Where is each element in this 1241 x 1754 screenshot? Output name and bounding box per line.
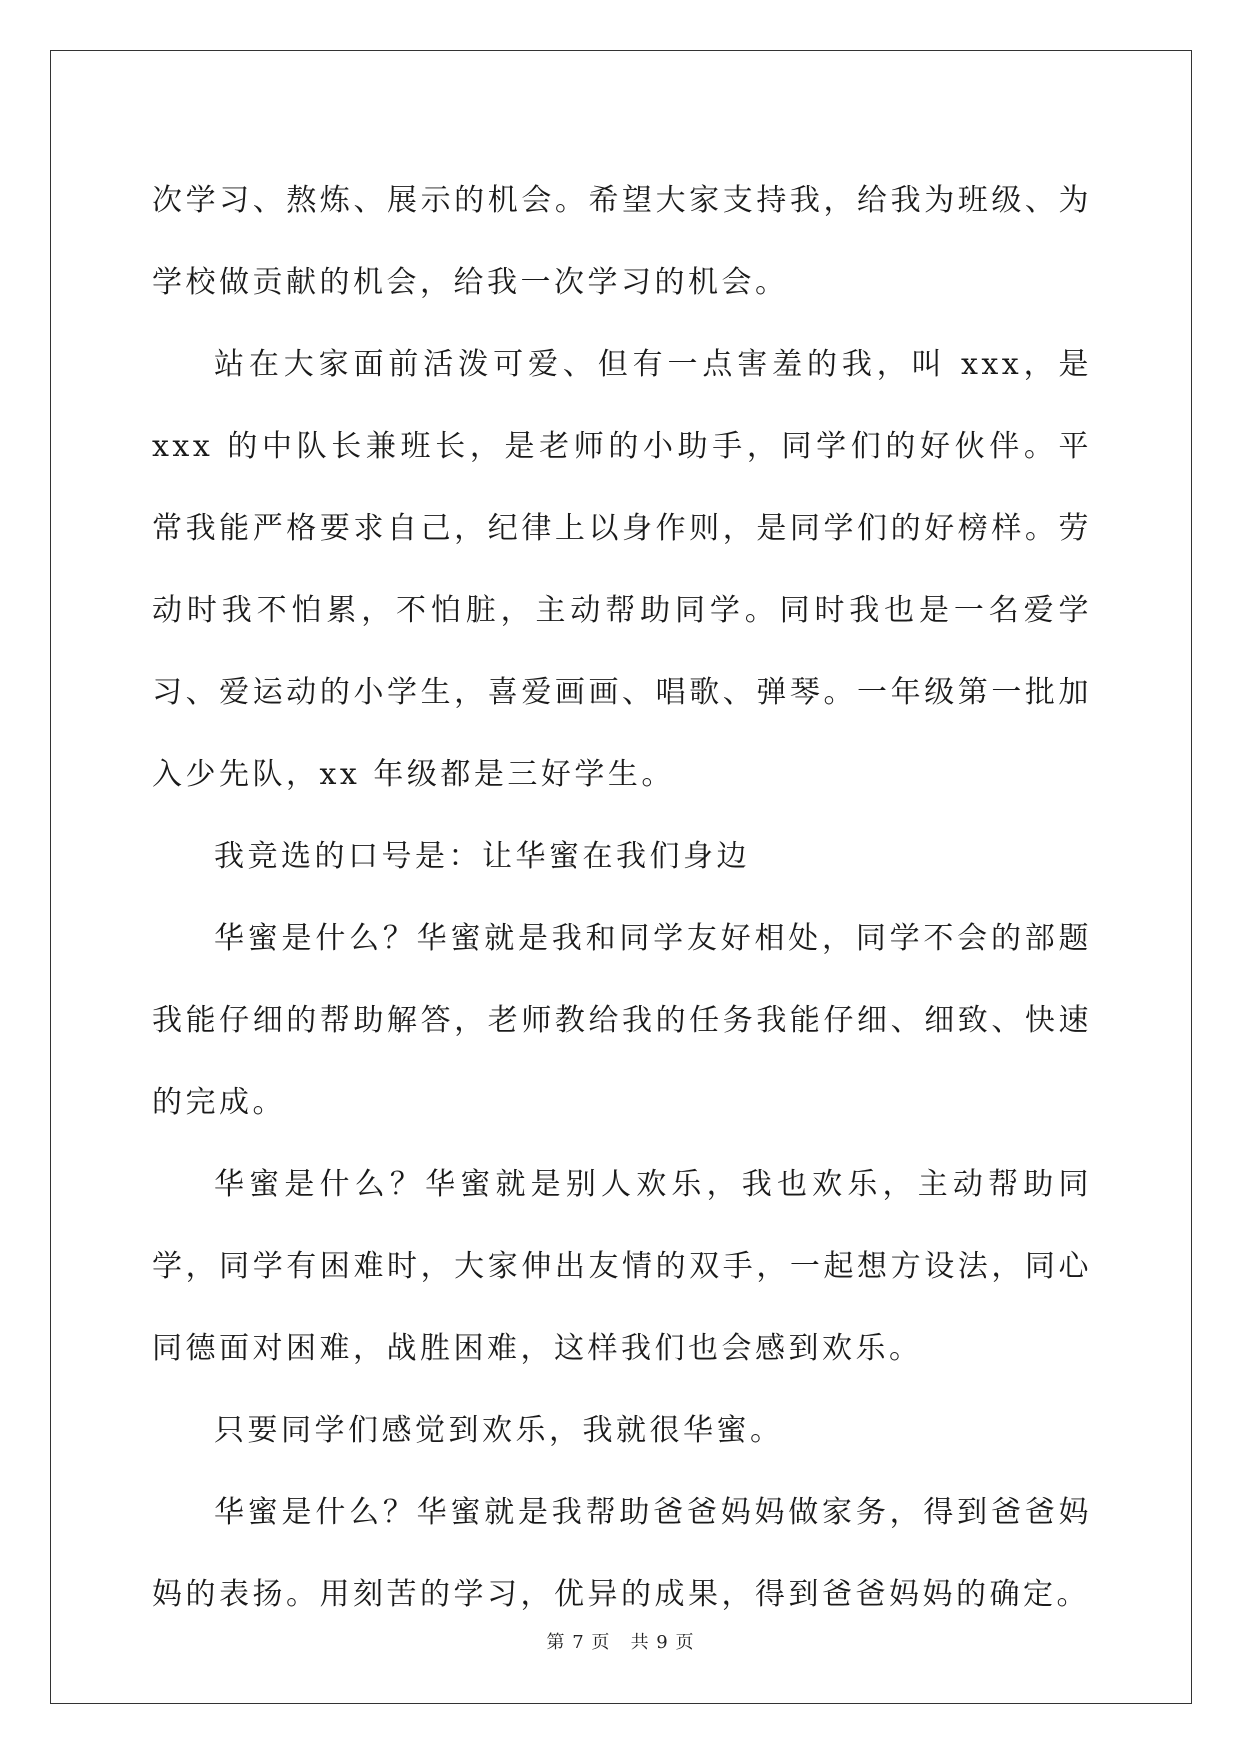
paragraph-4: 华蜜是什么？华蜜就是我和同学友好相处，同学不会的部题我能仔细的帮助解答，老师教给我的任务我能仔细、细致、快速的完成。 <box>152 921 1092 1120</box>
paragraph-3: 我竞选的口号是：让华蜜在我们身边 <box>214 839 750 874</box>
paragraph-5: 华蜜是什么？华蜜就是别人欢乐，我也欢乐，主动帮助同学，同学有困难时，大家伸出友情的双手，一起想方设法，同心同德面对困难，战胜困难，这样我们也会感到欢乐。 <box>152 1167 1092 1366</box>
paragraph-2: 站在大家面前活泼可爱、但有一点害羞的我，叫 xxx，是 xxx 的中队长兼班长，是老师的小助手，同学们的好伙伴。平常我能严格要求自己，纪律上以身作则，是同学们的好榜样。劳动时我不怕累，不怕脏，主动帮助同学。同时我也是一名爱学习、爱运动的小学生，喜爱画画、唱歌、弹琴。一年级第一批加入少先队，xx 年级都是三好学生。 <box>152 347 1092 792</box>
page-total: 共 9 页 <box>630 1632 695 1653</box>
paragraph-7: 华蜜是什么？华蜜就是我帮助爸爸妈妈做家务，得到爸爸妈妈的表扬。用刻苦的学习，优异的成果，得到爸爸妈妈的确定。 <box>152 1495 1092 1612</box>
document-body <box>152 160 1092 1636</box>
page-number: 第 7 页 <box>546 1632 611 1653</box>
page-footer <box>0 1628 1241 1654</box>
paragraph-6: 只要同学们感觉到欢乐，我就很华蜜。 <box>214 1413 784 1448</box>
paragraph-1: 次学习、熬炼、展示的机会。希望大家支持我，给我为班级、为学校做贡献的机会，给我一次学习的机会。 <box>152 183 1092 300</box>
